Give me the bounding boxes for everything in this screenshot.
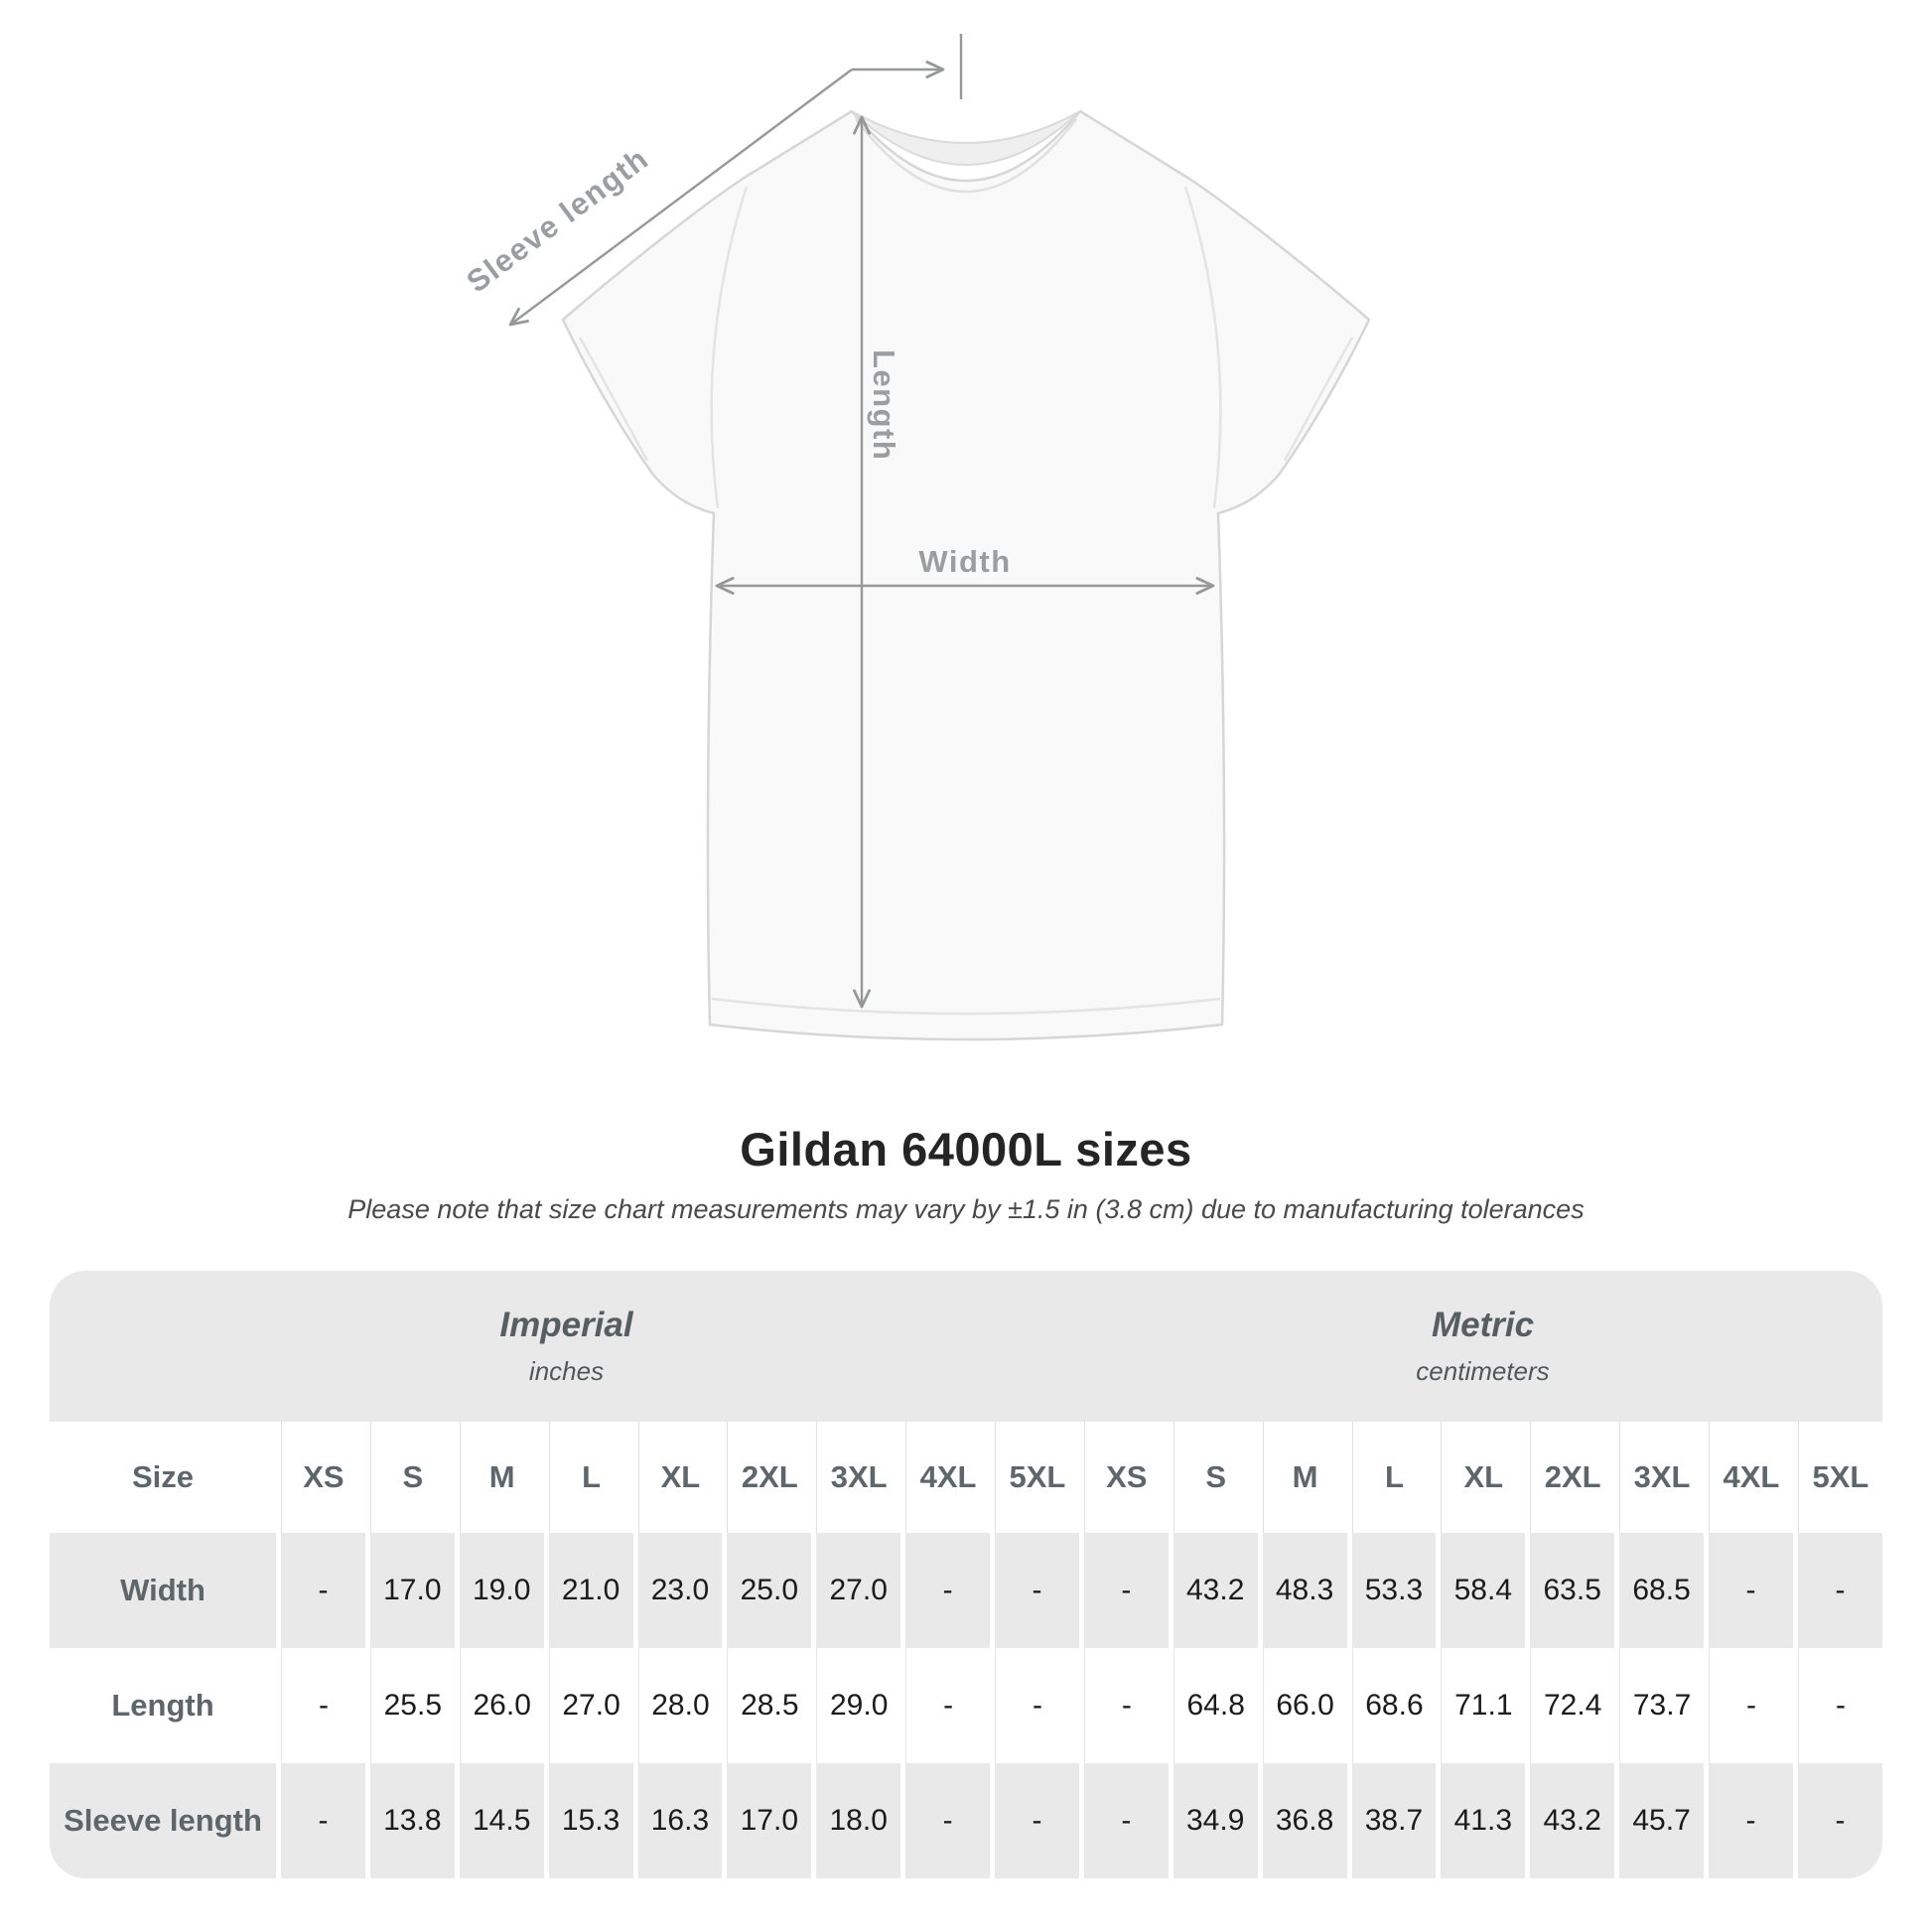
table-cell: - xyxy=(1084,1533,1169,1648)
table-cell: 34.9 xyxy=(1173,1763,1258,1878)
table-cell: 29.0 xyxy=(816,1648,900,1763)
size-header-row xyxy=(50,1422,1882,1533)
size-header-cell: M xyxy=(1263,1422,1347,1533)
imperial-sublabel: inches xyxy=(528,1356,605,1386)
table-cell: 68.5 xyxy=(1619,1533,1704,1648)
table-cell: - xyxy=(1709,1763,1793,1878)
units-header xyxy=(50,1271,1882,1422)
table-cell: - xyxy=(995,1648,1079,1763)
size-header-cell: 3XL xyxy=(816,1422,900,1533)
row-label: Width xyxy=(50,1533,276,1648)
table-cell: 27.0 xyxy=(816,1533,900,1648)
table-cell: 17.0 xyxy=(370,1533,455,1648)
table-cell: - xyxy=(995,1763,1079,1878)
size-header-cell: 4XL xyxy=(905,1422,990,1533)
size-table xyxy=(45,1422,1887,1878)
size-header-cell: XS xyxy=(1084,1422,1169,1533)
table-cell: - xyxy=(1798,1533,1882,1648)
table-cell: 15.3 xyxy=(549,1763,633,1878)
table-cell: 21.0 xyxy=(549,1533,633,1648)
row-label: Sleeve length xyxy=(50,1763,276,1878)
size-header-cell: 2XL xyxy=(1530,1422,1614,1533)
table-cell: - xyxy=(281,1763,365,1878)
size-header-cell: L xyxy=(549,1422,633,1533)
size-header-cell: XS xyxy=(281,1422,365,1533)
size-header-cell: 4XL xyxy=(1709,1422,1793,1533)
size-header-cell: 3XL xyxy=(1619,1422,1704,1533)
table-cell: - xyxy=(995,1533,1079,1648)
size-header-cell: 2XL xyxy=(727,1422,811,1533)
table-cell: 28.5 xyxy=(727,1648,811,1763)
table-cell: - xyxy=(1084,1648,1169,1763)
table-cell: 41.3 xyxy=(1441,1763,1525,1878)
metric-unit-group xyxy=(1083,1271,1882,1422)
table-cell: - xyxy=(281,1648,365,1763)
table-cell: 64.8 xyxy=(1173,1648,1258,1763)
size-header-cell: 5XL xyxy=(995,1422,1079,1533)
table-cell: 48.3 xyxy=(1263,1533,1347,1648)
table-cell: 43.2 xyxy=(1173,1533,1258,1648)
metric-sublabel: centimeters xyxy=(1416,1356,1550,1386)
sleeve-length-annotation: Sleeve length xyxy=(460,140,655,300)
table-cell: - xyxy=(905,1648,990,1763)
size-header-cell: 5XL xyxy=(1798,1422,1882,1533)
table-cell: 36.8 xyxy=(1263,1763,1347,1878)
table-cell: 66.0 xyxy=(1263,1648,1347,1763)
table-cell: - xyxy=(905,1533,990,1648)
size-header-cell: L xyxy=(1352,1422,1437,1533)
table-cell: 58.4 xyxy=(1441,1533,1525,1648)
size-header-cell: S xyxy=(1173,1422,1258,1533)
table-cell: 43.2 xyxy=(1530,1763,1614,1878)
table-cell: 14.5 xyxy=(460,1763,544,1878)
table-cell: 18.0 xyxy=(816,1763,900,1878)
table-cell: 16.3 xyxy=(638,1763,723,1878)
table-row-width xyxy=(50,1533,1882,1648)
table-cell: 23.0 xyxy=(638,1533,723,1648)
table-cell: 53.3 xyxy=(1352,1533,1437,1648)
table-cell: - xyxy=(1798,1763,1882,1878)
page-title: Gildan 64000L sizes xyxy=(740,1123,1192,1175)
imperial-label: Imperial xyxy=(499,1306,633,1344)
table-row-sleeve-length xyxy=(50,1763,1882,1878)
table-cell: 45.7 xyxy=(1619,1763,1704,1878)
size-header-cell: XL xyxy=(1441,1422,1525,1533)
table-cell: 13.8 xyxy=(370,1763,455,1878)
table-row-length xyxy=(50,1648,1882,1763)
table-cell: - xyxy=(1798,1648,1882,1763)
table-cell: - xyxy=(905,1763,990,1878)
imperial-unit-group xyxy=(50,1271,1083,1422)
table-cell: 73.7 xyxy=(1619,1648,1704,1763)
size-column-header: Size xyxy=(50,1422,276,1533)
size-header-cell: XL xyxy=(638,1422,723,1533)
table-cell: 28.0 xyxy=(638,1648,723,1763)
size-table-container xyxy=(50,1271,1882,1878)
table-cell: 27.0 xyxy=(549,1648,633,1763)
size-header-cell: S xyxy=(370,1422,455,1533)
table-cell: 38.7 xyxy=(1352,1763,1437,1878)
heading-block xyxy=(0,1122,1932,1225)
table-cell: 71.1 xyxy=(1441,1648,1525,1763)
table-cell: 68.6 xyxy=(1352,1648,1437,1763)
table-cell: - xyxy=(1709,1533,1793,1648)
table-cell: - xyxy=(1084,1763,1169,1878)
metric-label: Metric xyxy=(1431,1306,1535,1344)
width-annotation: Width xyxy=(918,544,1012,579)
table-cell: - xyxy=(281,1533,365,1648)
row-label: Length xyxy=(50,1648,276,1763)
length-annotation: Length xyxy=(867,349,901,462)
tolerance-note: Please note that size chart measurements may vary by ±1.5 in (3.8 cm) due to manufacturing tolerances xyxy=(347,1194,1585,1224)
table-cell: - xyxy=(1709,1648,1793,1763)
size-header-cell: M xyxy=(460,1422,544,1533)
table-cell: 72.4 xyxy=(1530,1648,1614,1763)
table-cell: 63.5 xyxy=(1530,1533,1614,1648)
table-cell: 26.0 xyxy=(460,1648,544,1763)
table-cell: 25.0 xyxy=(727,1533,811,1648)
table-cell: 25.5 xyxy=(370,1648,455,1763)
table-cell: 19.0 xyxy=(460,1533,544,1648)
table-cell: 17.0 xyxy=(727,1763,811,1878)
